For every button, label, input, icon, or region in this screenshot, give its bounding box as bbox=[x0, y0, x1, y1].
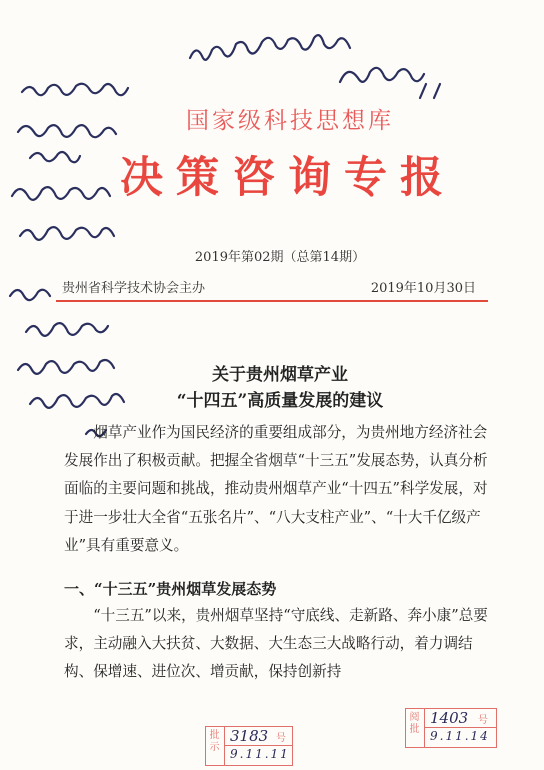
stamp-left bbox=[205, 726, 293, 766]
stamp-right-date: 9.11.14 bbox=[430, 729, 490, 743]
stamp-left-date: 9.11.11 bbox=[230, 747, 290, 761]
stamp-left-unit: 号 bbox=[276, 733, 286, 744]
stamp-right-rule bbox=[424, 727, 496, 728]
stamp-right-divider bbox=[424, 709, 425, 747]
masthead-divider bbox=[56, 300, 488, 302]
paragraph-intro: 烟草产业作为国民经济的重要组成部分，为贵州地方经济社会发展作出了积极贡献。把握全省烟草“十三五”发展态势，认真分析面临的主要问题和挑战，推动贵州烟草产业“十四五”科学发展，对于进一步壮大全省“五张名片”、“八大支柱产业”、“十大千亿级产业”具有重要意义。 bbox=[64, 424, 488, 554]
masthead-title: 决策咨询专报 bbox=[120, 153, 456, 203]
stamp-right-number: 1403 bbox=[430, 709, 469, 727]
article-title-line1: 关于贵州烟草产业 bbox=[212, 365, 348, 385]
publication-date: 2019年10月30日 bbox=[370, 281, 476, 296]
stamp-right bbox=[405, 708, 497, 748]
article-title-line2: “十四五”高质量发展的建议 bbox=[176, 391, 384, 411]
masthead-subtitle: 国家级科技思想库 bbox=[186, 108, 394, 134]
sponsor-line: 贵州省科学技术协会主办 bbox=[62, 281, 206, 296]
stamp-left-number: 3183 bbox=[230, 727, 269, 745]
section-heading: 一、“十三五”贵州烟草发展态势 bbox=[64, 580, 277, 598]
issue-number: 2019年第02期（总第14期） bbox=[194, 250, 366, 265]
stamp-left-rule bbox=[224, 745, 292, 746]
stamp-left-divider bbox=[224, 727, 225, 765]
stamp-right-unit: 号 bbox=[478, 715, 488, 726]
stamp-left-label: 批示 bbox=[209, 730, 220, 753]
stamp-right-label: 阅批 bbox=[409, 712, 420, 735]
paragraph-body: “十三五”以来，贵州烟草坚持“守底线、走新路、奔小康”总要求，主动融入大扶贫、大数据、大生态三大战略行动，着力调结构、保增速、进位次、增贡献，保持创新持 bbox=[64, 607, 488, 681]
